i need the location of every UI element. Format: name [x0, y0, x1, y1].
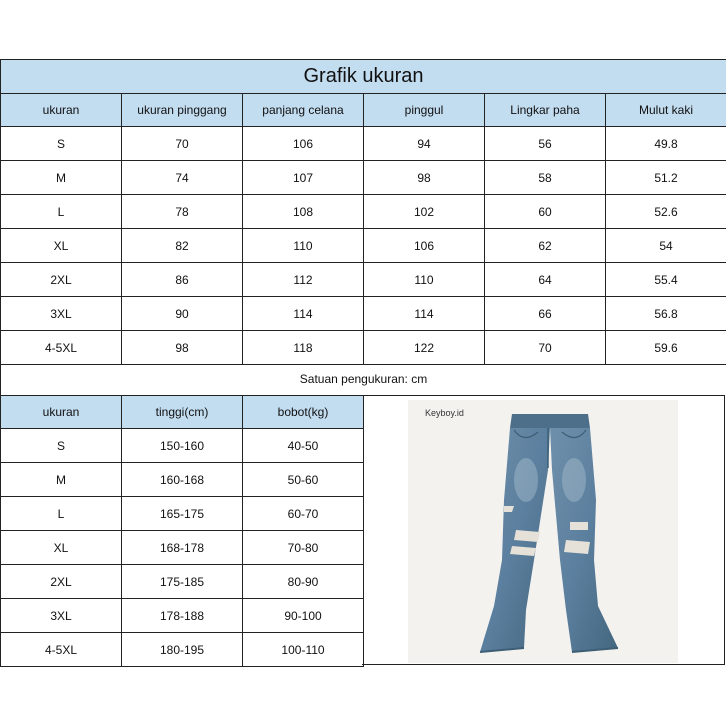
table-cell: 106 [364, 229, 485, 263]
table-row [1, 331, 726, 365]
header-cell: ukuran [1, 396, 122, 429]
table-cell: 122 [364, 331, 485, 365]
table-cell: 3XL [1, 297, 122, 331]
table-cell: 60-70 [243, 497, 364, 531]
ripped-flared-jeans-icon [448, 410, 648, 660]
header-cell: ukuran [1, 94, 122, 127]
header-cell: tinggi(cm) [122, 396, 243, 429]
table-cell: 86 [122, 263, 243, 297]
table-cell: 62 [485, 229, 606, 263]
table-cell: 55.4 [606, 263, 726, 297]
table-cell: 110 [364, 263, 485, 297]
table-cell: 107 [243, 161, 364, 195]
brand-watermark: Keyboy.id [425, 408, 464, 418]
table-cell: M [1, 463, 122, 497]
table-cell: 4-5XL [1, 331, 122, 365]
table-cell: 52.6 [606, 195, 726, 229]
table-row [1, 463, 364, 497]
table-cell: 66 [485, 297, 606, 331]
table-row [1, 161, 726, 195]
height-weight-table [0, 395, 364, 667]
table-row [1, 599, 364, 633]
table-cell: 58 [485, 161, 606, 195]
table-cell: 94 [364, 127, 485, 161]
product-photo-cell [362, 395, 725, 665]
table-row [1, 565, 364, 599]
table-cell: S [1, 429, 122, 463]
table-cell: 78 [122, 195, 243, 229]
table-cell: 70 [485, 331, 606, 365]
table-row [1, 263, 726, 297]
table-cell: 108 [243, 195, 364, 229]
table-row [1, 127, 726, 161]
size-chart-sheet [0, 59, 726, 666]
chart-title: Grafik ukuran [1, 60, 726, 94]
table-cell: S [1, 127, 122, 161]
table-cell: 2XL [1, 565, 122, 599]
table-cell: 110 [243, 229, 364, 263]
table-cell: 114 [364, 297, 485, 331]
table-cell: 2XL [1, 263, 122, 297]
table-cell: 98 [122, 331, 243, 365]
table-cell: 59.6 [606, 331, 726, 365]
table-cell: 40-50 [243, 429, 364, 463]
table-cell: 70-80 [243, 531, 364, 565]
table-cell: 168-178 [122, 531, 243, 565]
table-cell: L [1, 497, 122, 531]
header-cell: panjang celana [243, 94, 364, 127]
table-cell: XL [1, 531, 122, 565]
table-row [1, 297, 726, 331]
table-cell: 49.8 [606, 127, 726, 161]
table-cell: 70 [122, 127, 243, 161]
height-weight-header [1, 396, 364, 429]
table-cell: 150-160 [122, 429, 243, 463]
table-cell: 82 [122, 229, 243, 263]
table-cell: 112 [243, 263, 364, 297]
table-row [1, 633, 364, 667]
table-row [1, 195, 726, 229]
table-cell: 60 [485, 195, 606, 229]
table-cell: 178-188 [122, 599, 243, 633]
unit-note: Satuan pengukuran: cm [0, 362, 726, 395]
table-cell: 3XL [1, 599, 122, 633]
table-cell: 165-175 [122, 497, 243, 531]
table-cell: 4-5XL [1, 633, 122, 667]
table-row [1, 497, 364, 531]
table-cell: 175-185 [122, 565, 243, 599]
table-cell: 106 [243, 127, 364, 161]
table-cell: 90 [122, 297, 243, 331]
header-cell: bobot(kg) [243, 396, 364, 429]
product-photo [408, 400, 678, 663]
table-cell: 98 [364, 161, 485, 195]
table-cell: 56 [485, 127, 606, 161]
size-table [0, 59, 726, 365]
size-table-header [1, 94, 726, 127]
header-cell: ukuran pinggang [122, 94, 243, 127]
table-cell: XL [1, 229, 122, 263]
table-cell: 56.8 [606, 297, 726, 331]
table-row [1, 229, 726, 263]
table-cell: 118 [243, 331, 364, 365]
table-cell: M [1, 161, 122, 195]
header-cell: Lingkar paha [485, 94, 606, 127]
table-cell: 51.2 [606, 161, 726, 195]
header-cell: pinggul [364, 94, 485, 127]
table-cell: 54 [606, 229, 726, 263]
table-cell: 90-100 [243, 599, 364, 633]
table-cell: 64 [485, 263, 606, 297]
table-cell: 50-60 [243, 463, 364, 497]
table-row [1, 531, 364, 565]
table-cell: 180-195 [122, 633, 243, 667]
table-cell: 102 [364, 195, 485, 229]
table-cell: 160-168 [122, 463, 243, 497]
table-cell: 114 [243, 297, 364, 331]
table-row [1, 429, 364, 463]
table-cell: 74 [122, 161, 243, 195]
table-cell: L [1, 195, 122, 229]
header-cell: Mulut kaki [606, 94, 726, 127]
table-cell: 80-90 [243, 565, 364, 599]
table-cell: 100-110 [243, 633, 364, 667]
